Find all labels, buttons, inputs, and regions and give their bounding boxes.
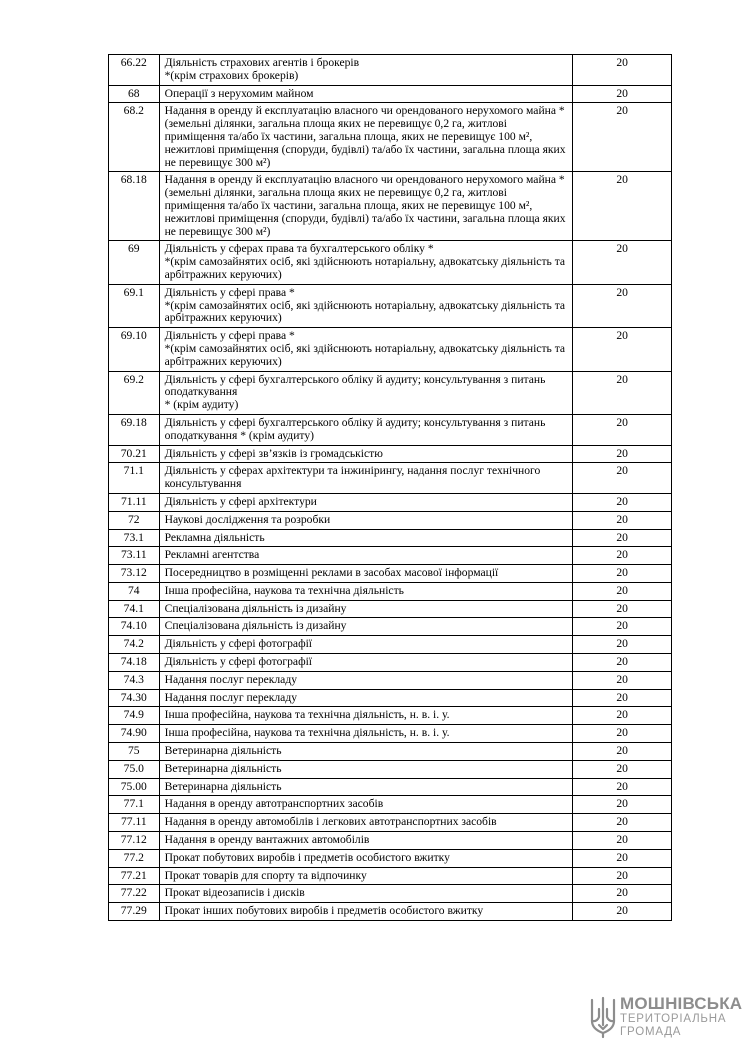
activity-name-cell: Ветеринарна діяльність bbox=[159, 778, 573, 796]
activity-code-cell: 74.3 bbox=[109, 671, 160, 689]
table-row bbox=[109, 463, 672, 494]
table-row bbox=[109, 55, 672, 86]
activity-code-cell: 74.2 bbox=[109, 636, 160, 654]
activity-name-cell: Діяльність у сфері права * *(крім самозайнятих осіб, які здійснюють нотаріальну, адвокатську діяльність та арбітражних керуючих) bbox=[159, 328, 573, 371]
activity-code-cell: 74 bbox=[109, 582, 160, 600]
activity-name-cell: Рекламна діяльність bbox=[159, 529, 573, 547]
activity-name-cell: Діяльність у сфері бухгалтерського обліку й аудиту; консультування з питань оподаткування * (крім аудиту) bbox=[159, 414, 573, 445]
activity-code-cell: 71.1 bbox=[109, 463, 160, 494]
table-row bbox=[109, 547, 672, 565]
activity-name-cell: Надання в оренду автотранспортних засобів bbox=[159, 796, 573, 814]
table-row bbox=[109, 849, 672, 867]
rate-cell: 20 bbox=[573, 284, 672, 327]
rate-cell: 20 bbox=[573, 371, 672, 414]
rate-cell: 20 bbox=[573, 241, 672, 284]
table-row bbox=[109, 671, 672, 689]
table-row bbox=[109, 328, 672, 371]
activity-code-cell: 75.00 bbox=[109, 778, 160, 796]
activity-code-cell: 72 bbox=[109, 511, 160, 529]
activity-name-cell: Діяльність страхових агентів і брокерів *(крім страхових брокерів) bbox=[159, 55, 573, 86]
table-row bbox=[109, 885, 672, 903]
activity-code-cell: 77.21 bbox=[109, 867, 160, 885]
activity-code-cell: 69.10 bbox=[109, 328, 160, 371]
rate-cell: 20 bbox=[573, 172, 672, 241]
activity-name-cell: Діяльність у сфері права * *(крім самозайнятих осіб, які здійснюють нотаріальну, адвокатську діяльність та арбітражних керуючих) bbox=[159, 284, 573, 327]
table-row bbox=[109, 493, 672, 511]
activity-code-cell: 69 bbox=[109, 241, 160, 284]
table-row bbox=[109, 582, 672, 600]
activity-name-cell: Інша професійна, наукова та технічна діяльність, н. в. і. у. bbox=[159, 707, 573, 725]
table-row bbox=[109, 832, 672, 850]
activity-name-cell: Спеціалізована діяльність із дизайну bbox=[159, 618, 573, 636]
rate-cell: 20 bbox=[573, 103, 672, 172]
activity-name-cell: Діяльність у сфері зв’язків із громадськістю bbox=[159, 445, 573, 463]
activity-code-cell: 70.21 bbox=[109, 445, 160, 463]
rate-cell: 20 bbox=[573, 565, 672, 583]
trident-icon bbox=[588, 995, 618, 1039]
activity-name-cell: Діяльність у сферах права та бухгалтерського обліку * *(крім самозайнятих осіб, які здійснюють нотаріальну, адвокатську діяльність та арбітражних керуючих) bbox=[159, 241, 573, 284]
rate-cell: 20 bbox=[573, 463, 672, 494]
activity-code-cell: 77.12 bbox=[109, 832, 160, 850]
activity-codes-table bbox=[108, 54, 672, 921]
table-row bbox=[109, 743, 672, 761]
rate-cell: 20 bbox=[573, 600, 672, 618]
activity-name-cell: Діяльність у сфері фотографії bbox=[159, 636, 573, 654]
rate-cell: 20 bbox=[573, 547, 672, 565]
rate-cell: 20 bbox=[573, 814, 672, 832]
activity-name-cell: Діяльність у сферах архітектури та інжинірингу, надання послуг технічного консультування bbox=[159, 463, 573, 494]
activity-name-cell: Надання в оренду автомобілів і легкових автотранспортних засобів bbox=[159, 814, 573, 832]
activity-name-cell: Посередництво в розміщенні реклами в засобах масової інформації bbox=[159, 565, 573, 583]
table-row bbox=[109, 778, 672, 796]
rate-cell: 20 bbox=[573, 885, 672, 903]
table-row bbox=[109, 371, 672, 414]
rate-cell: 20 bbox=[573, 832, 672, 850]
table-row bbox=[109, 707, 672, 725]
table-row bbox=[109, 529, 672, 547]
table-row bbox=[109, 796, 672, 814]
rate-cell: 20 bbox=[573, 778, 672, 796]
activity-code-cell: 71.11 bbox=[109, 493, 160, 511]
rate-cell: 20 bbox=[573, 903, 672, 921]
table-row bbox=[109, 618, 672, 636]
rate-cell: 20 bbox=[573, 707, 672, 725]
activity-name-cell: Прокат відеозаписів і дисків bbox=[159, 885, 573, 903]
activity-name-cell: Ветеринарна діяльність bbox=[159, 743, 573, 761]
activity-code-cell: 74.9 bbox=[109, 707, 160, 725]
table-body bbox=[109, 55, 672, 921]
rate-cell: 20 bbox=[573, 743, 672, 761]
table-row bbox=[109, 725, 672, 743]
rate-cell: 20 bbox=[573, 328, 672, 371]
table-row bbox=[109, 654, 672, 672]
activity-name-cell: Діяльність у сфері фотографії bbox=[159, 654, 573, 672]
rate-cell: 20 bbox=[573, 55, 672, 86]
table-row bbox=[109, 172, 672, 241]
activity-code-cell: 73.1 bbox=[109, 529, 160, 547]
rate-cell: 20 bbox=[573, 849, 672, 867]
activity-code-cell: 74.30 bbox=[109, 689, 160, 707]
activity-name-cell: Прокат інших побутових виробів і предметів особистого вжитку bbox=[159, 903, 573, 921]
activity-name-cell: Надання послуг перекладу bbox=[159, 689, 573, 707]
rate-cell: 20 bbox=[573, 654, 672, 672]
activity-name-cell: Рекламні агентства bbox=[159, 547, 573, 565]
activity-code-cell: 74.90 bbox=[109, 725, 160, 743]
table-row bbox=[109, 636, 672, 654]
rate-cell: 20 bbox=[573, 582, 672, 600]
activity-code-cell: 77.22 bbox=[109, 885, 160, 903]
table-row bbox=[109, 241, 672, 284]
activity-code-cell: 68.18 bbox=[109, 172, 160, 241]
activity-name-cell: Інша професійна, наукова та технічна діяльність bbox=[159, 582, 573, 600]
rate-cell: 20 bbox=[573, 689, 672, 707]
activity-code-cell: 73.11 bbox=[109, 547, 160, 565]
activity-code-cell: 75 bbox=[109, 743, 160, 761]
activity-name-cell: Прокат товарів для спорту та відпочинку bbox=[159, 867, 573, 885]
rate-cell: 20 bbox=[573, 725, 672, 743]
table-row bbox=[109, 445, 672, 463]
rate-cell: 20 bbox=[573, 796, 672, 814]
rate-cell: 20 bbox=[573, 636, 672, 654]
activity-code-cell: 77.2 bbox=[109, 849, 160, 867]
activity-name-cell: Наукові дослідження та розробки bbox=[159, 511, 573, 529]
table-row bbox=[109, 414, 672, 445]
rate-cell: 20 bbox=[573, 511, 672, 529]
activity-code-cell: 77.11 bbox=[109, 814, 160, 832]
table-row bbox=[109, 814, 672, 832]
table-row bbox=[109, 103, 672, 172]
activity-name-cell: Надання в оренду вантажних автомобілів bbox=[159, 832, 573, 850]
table-row bbox=[109, 600, 672, 618]
activity-code-cell: 69.18 bbox=[109, 414, 160, 445]
activity-code-cell: 74.10 bbox=[109, 618, 160, 636]
rate-cell: 20 bbox=[573, 414, 672, 445]
community-logo bbox=[588, 993, 743, 1043]
logo-title: МОШНІВСЬКА bbox=[620, 994, 743, 1013]
logo-subtitle-2: ГРОМАДА bbox=[620, 1026, 682, 1038]
table-row bbox=[109, 689, 672, 707]
table-row bbox=[109, 85, 672, 103]
activity-name-cell: Операції з нерухомим майном bbox=[159, 85, 573, 103]
activity-code-cell: 74.1 bbox=[109, 600, 160, 618]
activity-code-cell: 74.18 bbox=[109, 654, 160, 672]
activity-code-cell: 77.29 bbox=[109, 903, 160, 921]
activity-name-cell: Інша професійна, наукова та технічна діяльність, н. в. і. у. bbox=[159, 725, 573, 743]
table-row bbox=[109, 760, 672, 778]
table-row bbox=[109, 903, 672, 921]
activity-name-cell: Спеціалізована діяльність із дизайну bbox=[159, 600, 573, 618]
activity-name-cell: Надання в оренду й експлуатацію власного чи орендованого нерухомого майна * (земельні ділянки, загальна площа яких не перевищує 0,2 га, житлові приміщення та/або їх частини, загальна площа, яких не перевищує 100 м², нежитлові приміщення (споруди, будівлі) та/або їх частини, загальна площа яких не перевищує 300 м²) bbox=[159, 103, 573, 172]
activity-code-cell: 68 bbox=[109, 85, 160, 103]
activity-name-cell: Прокат побутових виробів і предметів особистого вжитку bbox=[159, 849, 573, 867]
table-row bbox=[109, 867, 672, 885]
rate-cell: 20 bbox=[573, 671, 672, 689]
table-row bbox=[109, 565, 672, 583]
rate-cell: 20 bbox=[573, 493, 672, 511]
activity-name-cell: Діяльність у сфері архітектури bbox=[159, 493, 573, 511]
activity-name-cell: Надання послуг перекладу bbox=[159, 671, 573, 689]
activity-name-cell: Діяльність у сфері бухгалтерського обліку й аудиту; консультування з питань оподаткування * (крім аудиту) bbox=[159, 371, 573, 414]
rate-cell: 20 bbox=[573, 85, 672, 103]
activity-name-cell: Надання в оренду й експлуатацію власного чи орендованого нерухомого майна * (земельні ділянки, загальна площа яких не перевищує 0,2 га, житлові приміщення та/або їх частини, загальна площа, яких не перевищує 100 м², нежитлові приміщення (споруди, будівлі) та/або їх частини, загальна площа яких не перевищує 300 м²) bbox=[159, 172, 573, 241]
rate-cell: 20 bbox=[573, 529, 672, 547]
rate-cell: 20 bbox=[573, 760, 672, 778]
table-row bbox=[109, 284, 672, 327]
logo-subtitle-1: ТЕРИТОРІАЛЬНА bbox=[620, 1013, 727, 1025]
activity-code-cell: 66.22 bbox=[109, 55, 160, 86]
activity-name-cell: Ветеринарна діяльність bbox=[159, 760, 573, 778]
rate-cell: 20 bbox=[573, 445, 672, 463]
rate-cell: 20 bbox=[573, 618, 672, 636]
activity-code-cell: 75.0 bbox=[109, 760, 160, 778]
table-row bbox=[109, 511, 672, 529]
activity-code-cell: 69.2 bbox=[109, 371, 160, 414]
activity-code-cell: 77.1 bbox=[109, 796, 160, 814]
activity-code-cell: 68.2 bbox=[109, 103, 160, 172]
activity-code-cell: 69.1 bbox=[109, 284, 160, 327]
activity-code-cell: 73.12 bbox=[109, 565, 160, 583]
rate-cell: 20 bbox=[573, 867, 672, 885]
